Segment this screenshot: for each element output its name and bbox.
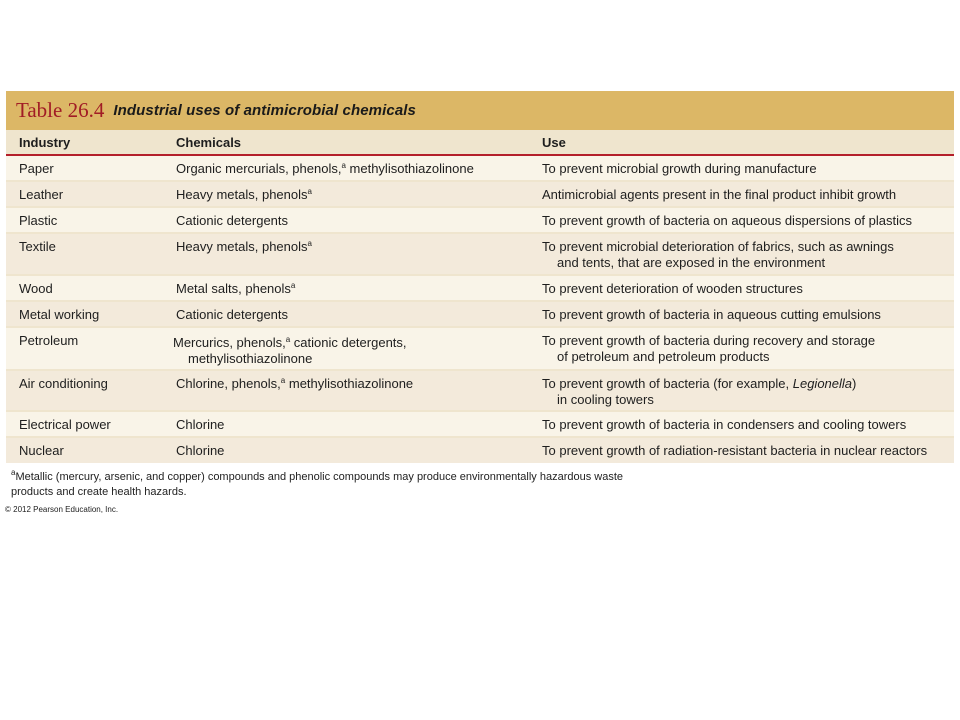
table-number: Table 26.4 (16, 98, 105, 122)
chemicals-cell: Metal salts, phenols$^a$ (176, 281, 296, 296)
footnote-marker: a (285, 335, 291, 344)
table-row (6, 302, 954, 326)
table-title: Industrial uses of antimicrobial chemicals (113, 102, 416, 119)
use-cell: To prevent growth of bacteria during recovery and storage of petroleum and petroleum products (542, 333, 876, 364)
table-row (6, 234, 954, 274)
table-panel (6, 91, 954, 463)
chemicals-cell: Organic mercurials, phenols,$^a$ methylisothiazolinone (176, 161, 474, 176)
footnote-marker: a (11, 468, 16, 477)
table-row (6, 208, 954, 232)
industry-cell: Air conditioning (19, 376, 108, 391)
table-row (6, 276, 954, 300)
industry-cell: Petroleum (19, 333, 79, 348)
industry-cell: Electrical power (19, 417, 111, 432)
industry-cell: Paper (19, 161, 54, 176)
use-cell: To prevent growth of bacteria on aqueous dispersions of plastics (542, 213, 912, 228)
copyright-notice: © 2012 Pearson Education, Inc. (5, 505, 119, 514)
footnote-marker: a (280, 376, 286, 385)
chemicals-cell: Chlorine (176, 443, 225, 458)
industry-cell: Wood (19, 281, 53, 296)
use-cell: To prevent growth of bacteria (for example, Legionella) in cooling towers (542, 376, 857, 407)
table-body (6, 156, 954, 463)
table-row (6, 328, 954, 369)
industry-cell: Plastic (19, 213, 58, 228)
table-row (6, 412, 954, 436)
table-header-row (6, 130, 954, 156)
industry-cell: Leather (19, 187, 64, 202)
footnote-marker: a (290, 281, 296, 290)
use-cell: To prevent growth of radiation-resistant bacteria in nuclear reactors (542, 443, 928, 458)
table-title-bar (6, 91, 954, 130)
use-cell: To prevent growth of bacteria in aqueous cutting emulsions (542, 307, 881, 322)
industry-cell: Nuclear (19, 443, 64, 458)
column-header-chemicals: Chemicals (176, 135, 242, 150)
column-header-industry: Industry (19, 135, 71, 150)
chemicals-cell: Cationic detergents (176, 213, 289, 228)
chemicals-cell: Heavy metals, phenols$^a$ (176, 187, 312, 202)
chemicals-cell: Mercurics, phenols,$^a$ cationic detergents, methylisothiazolinone (173, 335, 407, 366)
table-row (6, 438, 954, 463)
chemicals-cell: Cationic detergents (176, 307, 289, 322)
use-cell: To prevent microbial growth during manufacture (542, 161, 817, 176)
use-cell: To prevent deterioration of wooden structures (542, 281, 803, 296)
column-header-use: Use (542, 135, 566, 150)
footnote-marker: a (341, 161, 346, 170)
table-row (6, 182, 954, 206)
chemicals-cell: Chlorine (176, 417, 225, 432)
use-cell: To prevent growth of bacteria in condensers and cooling towers (542, 417, 907, 432)
use-cell: Antimicrobial agents present in the final product inhibit growth (542, 187, 897, 202)
footnote-marker: a (307, 239, 312, 248)
table-footnote: $^a$Metallic (mercury, arsenic, and copper) compounds and phenolic compounds may produce environmentally hazardous waste products and create health hazards. (11, 468, 624, 498)
table-row (6, 156, 954, 180)
footnote-marker: a (307, 187, 312, 196)
table-row (6, 371, 954, 410)
chemicals-cell: Chlorine, phenols,$^a$ methylisothiazolinone (176, 376, 414, 391)
industry-cell: Textile (19, 239, 56, 254)
use-cell: To prevent microbial deterioration of fabrics, such as awnings and tents, that are exposed in the environment (542, 239, 894, 270)
chemicals-cell: Heavy metals, phenols$^a$ (176, 239, 312, 254)
industry-cell: Metal working (19, 307, 100, 322)
